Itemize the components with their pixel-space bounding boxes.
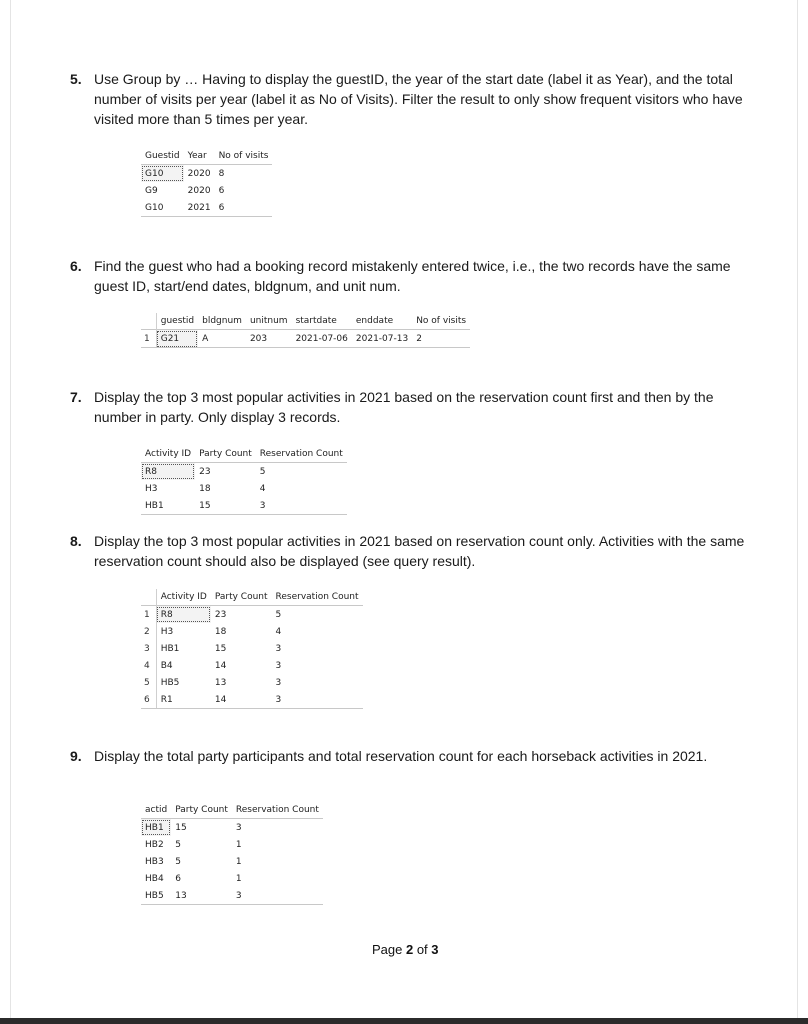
grid-cell[interactable]: 4 <box>275 626 282 637</box>
grid-cell[interactable]: 1 <box>235 873 242 884</box>
grid-cell[interactable]: HB2 <box>145 839 164 850</box>
table-row <box>141 691 363 709</box>
table-row <box>141 819 323 837</box>
result-grid-q8 <box>141 589 363 709</box>
grid-cell[interactable]: 8 <box>215 165 273 183</box>
grid-cell[interactable]: 2020 <box>187 185 211 196</box>
column-header: No of visits <box>416 316 467 326</box>
grid-cell[interactable]: 13 <box>214 677 227 688</box>
question-number: 7. <box>70 389 82 405</box>
grid-cell[interactable]: 15 <box>214 643 227 654</box>
question-5 <box>70 69 760 129</box>
question-text: Display the total party participants and total reservation count for each horseback activities in 2021. <box>94 748 708 764</box>
result-grid-q6 <box>141 313 470 348</box>
question-6 <box>70 256 760 296</box>
grid-cell[interactable]: 2021-07-13 <box>352 330 412 348</box>
column-header: Reservation Count <box>235 805 319 815</box>
result-grid-q5 <box>141 148 272 217</box>
table-row <box>141 606 363 624</box>
grid-cell[interactable]: 4 <box>259 483 266 494</box>
grid-cell[interactable]: HB1 <box>141 819 171 837</box>
table-row <box>141 836 323 853</box>
grid-cell[interactable]: HB1 <box>141 497 195 515</box>
grid-cell[interactable]: 1 <box>235 856 242 867</box>
row-number: 1 <box>141 606 156 624</box>
question-9 <box>70 746 760 766</box>
table-row <box>141 330 470 348</box>
grid-cell[interactable]: HB5 <box>160 677 180 688</box>
grid-cell[interactable]: R8 <box>156 606 211 624</box>
question-8 <box>70 531 760 571</box>
column-header: enddate <box>355 316 394 326</box>
row-number: 5 <box>141 674 156 691</box>
column-header: No of visits <box>218 151 269 161</box>
column-header: Party Count <box>199 449 252 459</box>
row-number: 6 <box>141 691 156 709</box>
grid-cell[interactable]: A <box>198 330 246 348</box>
column-header: Reservation Count <box>259 449 343 459</box>
grid-cell[interactable]: 6 <box>218 185 225 196</box>
column-header: Activity ID <box>145 449 192 459</box>
column-header: startdate <box>295 316 337 326</box>
question-number: 6. <box>70 258 82 274</box>
column-header: actid <box>145 805 168 815</box>
grid-cell[interactable]: 15 <box>195 497 256 515</box>
grid-cell[interactable]: 2021-07-06 <box>292 330 352 348</box>
column-header: Guestid <box>145 151 180 161</box>
grid-cell[interactable]: G9 <box>145 185 158 196</box>
grid-cell[interactable]: 3 <box>232 887 323 905</box>
grid-cell[interactable]: G21 <box>156 330 198 348</box>
table-row <box>141 674 363 691</box>
result-grid-q7 <box>141 446 347 515</box>
grid-cell[interactable]: H3 <box>160 626 174 637</box>
question-number: 5. <box>70 71 82 87</box>
page-number <box>372 942 439 957</box>
table-row <box>141 640 363 657</box>
grid-cell[interactable]: 3 <box>275 660 282 671</box>
row-number: 2 <box>141 623 156 640</box>
current-page: 2 <box>405 942 414 957</box>
row-number: 1 <box>141 330 156 348</box>
grid-cell[interactable]: 18 <box>199 483 211 494</box>
grid-cell[interactable]: 23 <box>195 463 256 481</box>
column-header: Party Count <box>175 805 228 815</box>
grid-cell[interactable]: 6 <box>215 199 273 217</box>
grid-cell[interactable]: R8 <box>141 463 195 481</box>
grid-cell[interactable]: HB3 <box>145 856 164 867</box>
table-row <box>141 853 323 870</box>
grid-cell[interactable]: 2020 <box>184 165 215 183</box>
question-text: Display the top 3 most popular activities in 2021 based on reservation count only. Activities with the same reservation count should also be displayed (see query result). <box>94 533 745 569</box>
grid-cell[interactable]: 18 <box>214 626 227 637</box>
table-row <box>141 182 272 199</box>
grid-cell[interactable]: R1 <box>156 691 211 709</box>
grid-cell[interactable]: B4 <box>160 660 173 671</box>
grid-cell[interactable]: H3 <box>145 483 158 494</box>
grid-cell[interactable]: 2021 <box>184 199 215 217</box>
grid-cell[interactable]: 14 <box>211 691 272 709</box>
column-header: Activity ID <box>160 592 207 602</box>
question-number: 8. <box>70 533 82 549</box>
table-row <box>141 463 347 481</box>
grid-cell[interactable]: G10 <box>141 165 184 183</box>
bottom-edge-bar <box>0 1018 808 1024</box>
page-of: of <box>413 942 432 957</box>
grid-cell[interactable]: 5 <box>175 839 181 850</box>
column-header: guestid <box>160 316 195 326</box>
grid-cell[interactable]: HB4 <box>145 873 164 884</box>
row-number: 3 <box>141 640 156 657</box>
grid-cell[interactable]: G10 <box>141 199 184 217</box>
column-header: Year <box>187 151 207 161</box>
question-text: Use Group by … Having to display the guestID, the year of the start date (label it as Year), and the total number of visits per year (label it as No of Visits). Filter the result to only show frequent visitors who have visited more than 5 times per year. <box>94 71 743 127</box>
grid-cell[interactable]: HB5 <box>141 887 171 905</box>
table-row <box>141 887 323 905</box>
page <box>10 0 798 1018</box>
grid-cell[interactable]: 3 <box>256 497 347 515</box>
column-header: Party Count <box>214 592 268 602</box>
row-number-header <box>141 589 156 606</box>
question-text: Display the top 3 most popular activities in 2021 based on the reservation count first and then by the number in party. Only display 3 records. <box>94 389 714 425</box>
grid-cell[interactable]: 23 <box>211 606 272 624</box>
table-row <box>141 497 347 515</box>
table-row <box>141 870 323 887</box>
table-row <box>141 657 363 674</box>
column-header: Reservation Count <box>275 592 359 602</box>
question-text: Find the guest who had a booking record mistakenly entered twice, i.e., the two records have the same guest ID, start/end dates, bldgnum, and unit num. <box>94 258 731 294</box>
grid-cell[interactable]: 5 <box>256 463 347 481</box>
grid-cell[interactable]: 203 <box>246 330 292 348</box>
grid-cell[interactable]: 5 <box>175 856 181 867</box>
question-7 <box>70 387 760 427</box>
grid-cell[interactable]: 14 <box>214 660 227 671</box>
result-grid-q9 <box>141 802 323 905</box>
table-row <box>141 165 272 183</box>
column-header: bldgnum <box>202 316 242 326</box>
grid-cell[interactable]: 3 <box>272 691 363 709</box>
table-row <box>141 623 363 640</box>
grid-cell[interactable]: 3 <box>275 643 282 654</box>
grid-cell[interactable]: 13 <box>171 887 232 905</box>
page-label: Page <box>372 942 406 957</box>
row-number: 4 <box>141 657 156 674</box>
total-pages: 3 <box>431 942 439 957</box>
grid-cell[interactable]: 1 <box>235 839 242 850</box>
row-number-header <box>141 313 156 330</box>
table-row <box>141 480 347 497</box>
column-header: unitnum <box>249 316 288 326</box>
grid-cell[interactable]: 5 <box>272 606 363 624</box>
grid-cell[interactable]: 15 <box>171 819 232 837</box>
grid-cell[interactable]: HB1 <box>160 643 180 654</box>
grid-cell[interactable]: 2 <box>412 330 470 348</box>
grid-cell[interactable]: 6 <box>175 873 181 884</box>
table-row <box>141 199 272 217</box>
grid-cell[interactable]: 3 <box>232 819 323 837</box>
grid-cell[interactable]: 3 <box>275 677 282 688</box>
question-number: 9. <box>70 748 82 764</box>
